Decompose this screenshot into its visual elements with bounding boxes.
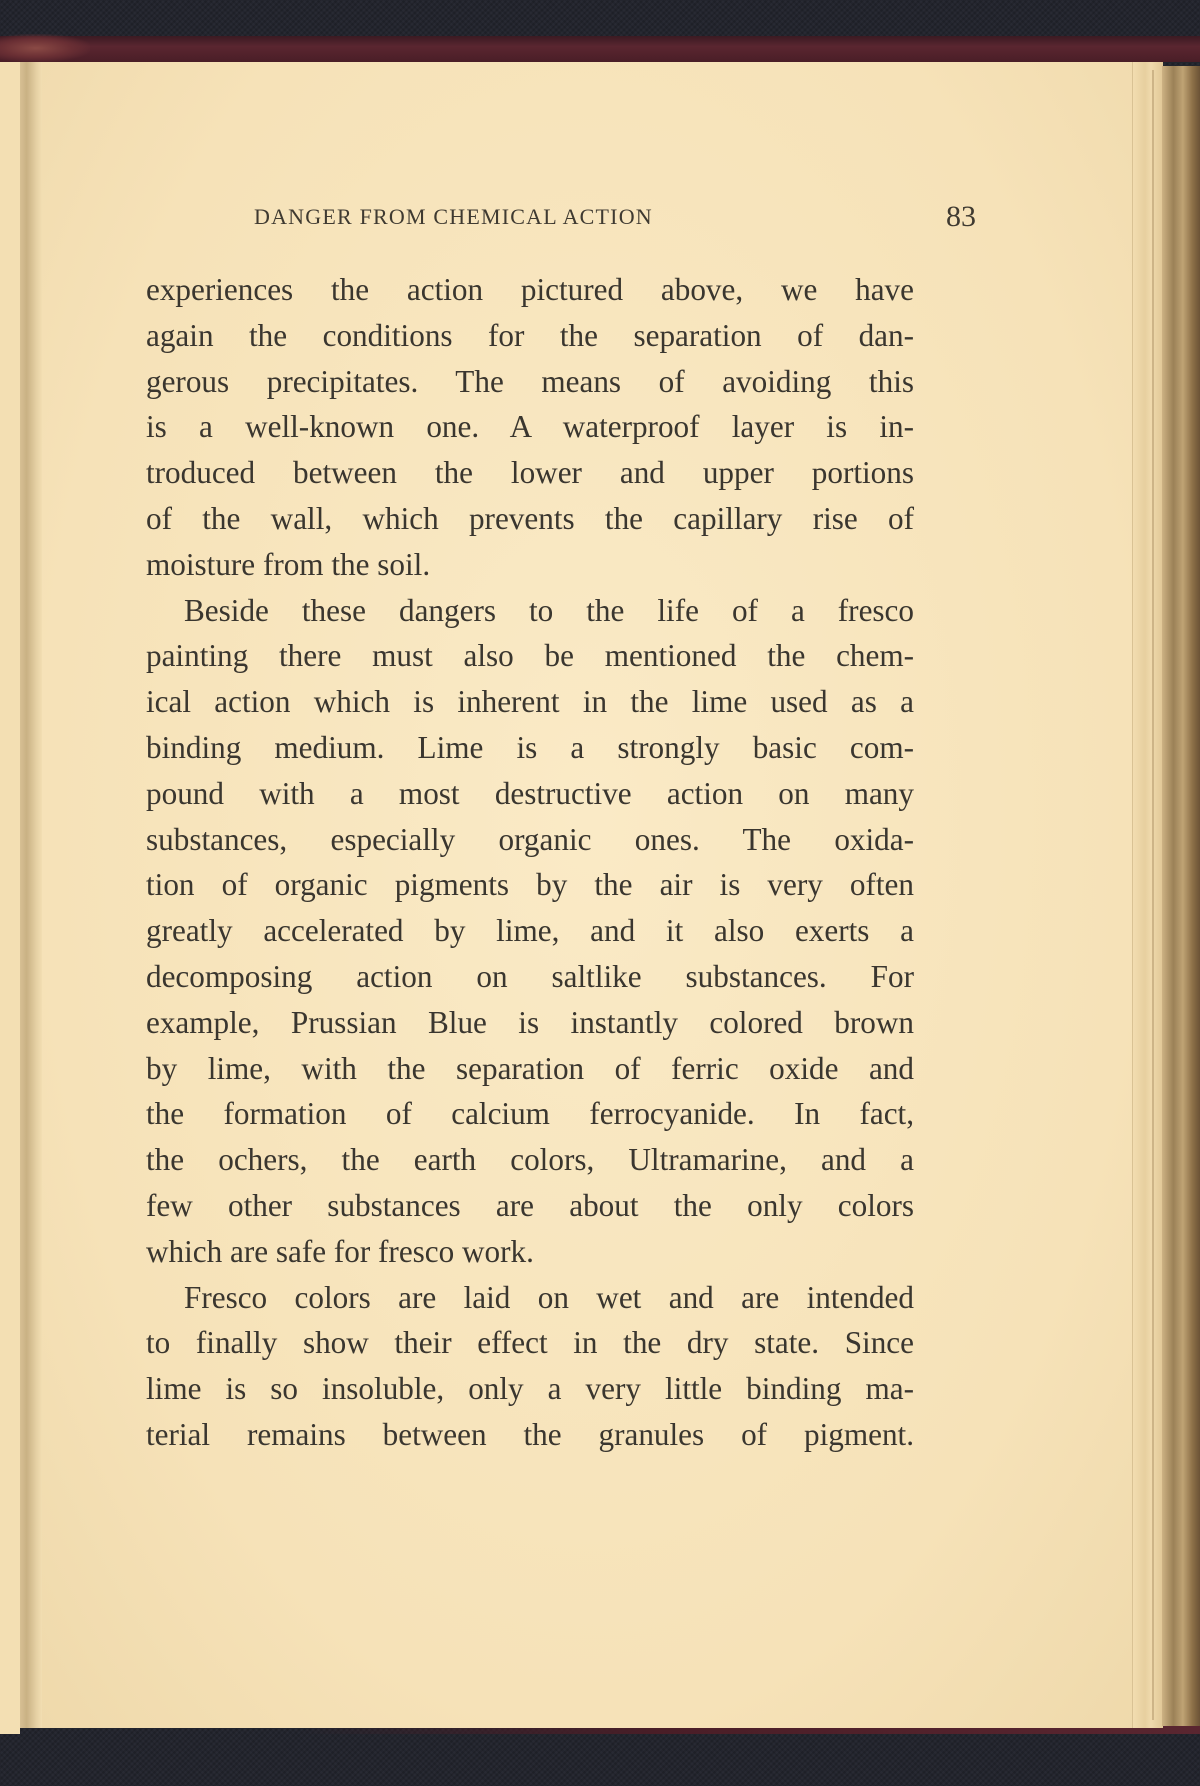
paragraph-1 [146, 267, 914, 588]
text-line: example, Prussian Blue is instantly colored brown [146, 1004, 914, 1040]
text-line: to finally show their effect in the dry state. Since [146, 1325, 914, 1361]
text-line: Fresco colors are laid on wet and are intended [184, 1279, 914, 1315]
text-line: the formation of calcium ferrocyanide. In fact, [146, 1096, 914, 1132]
text-line: greatly accelerated by lime, and it also exerts a [146, 913, 914, 949]
text-line: troduced between the lower and upper portions [146, 455, 914, 491]
text-line: few other substances are about the only colors [146, 1187, 914, 1223]
facing-page-edge [0, 62, 20, 1734]
text-line: Beside these dangers to the life of a fresco [184, 592, 914, 628]
page-number: 83 [946, 200, 976, 233]
text-line: ical action which is inherent in the lime used as a [146, 684, 914, 720]
text-line: of the wall, which prevents the capillary rise of [146, 500, 914, 536]
paragraph-2 [146, 588, 914, 1275]
page-header [254, 200, 976, 240]
text-line: again the conditions for the separation of dan- [146, 317, 914, 353]
text-line: substances, especially organic ones. The oxida- [146, 821, 914, 857]
page-gutter [20, 62, 42, 1728]
paragraph-3 [146, 1275, 914, 1458]
book-headband [0, 36, 1200, 62]
frayed-headband [0, 34, 90, 62]
text-line: binding medium. Lime is a strongly basic com- [146, 729, 914, 765]
text-line: experiences the action pictured above, we have [146, 272, 914, 307]
text-line: gerous precipitates. The means of avoiding this [146, 363, 914, 399]
text-line: which are safe for fresco work. [146, 1233, 534, 1269]
text-line: by lime, with the separation of ferric oxide and [146, 1050, 914, 1086]
text-line: is a well-known one. A waterproof layer is in- [146, 409, 914, 445]
text-line: painting there must also be mentioned the chem- [146, 638, 914, 674]
page-fore-edge [1132, 62, 1163, 1728]
text-line: terial remains between the granules of pigment. [146, 1416, 914, 1452]
page-fore-edge-line [1152, 70, 1154, 1720]
body-text [146, 267, 914, 1458]
text-line: moisture from the soil. [146, 546, 431, 582]
text-line: pound with a most destructive action on many [146, 775, 914, 811]
text-line: decomposing action on saltlike substances. For [146, 958, 914, 994]
text-line: tion of organic pigments by the air is very often [146, 867, 914, 903]
text-line: lime is so insoluble, only a very little binding ma- [146, 1371, 914, 1407]
leaf-stack-edge [1162, 66, 1200, 1726]
text-line: the ochers, the earth colors, Ultramarine, and a [146, 1142, 914, 1178]
running-head: DANGER FROM CHEMICAL ACTION [254, 204, 653, 229]
